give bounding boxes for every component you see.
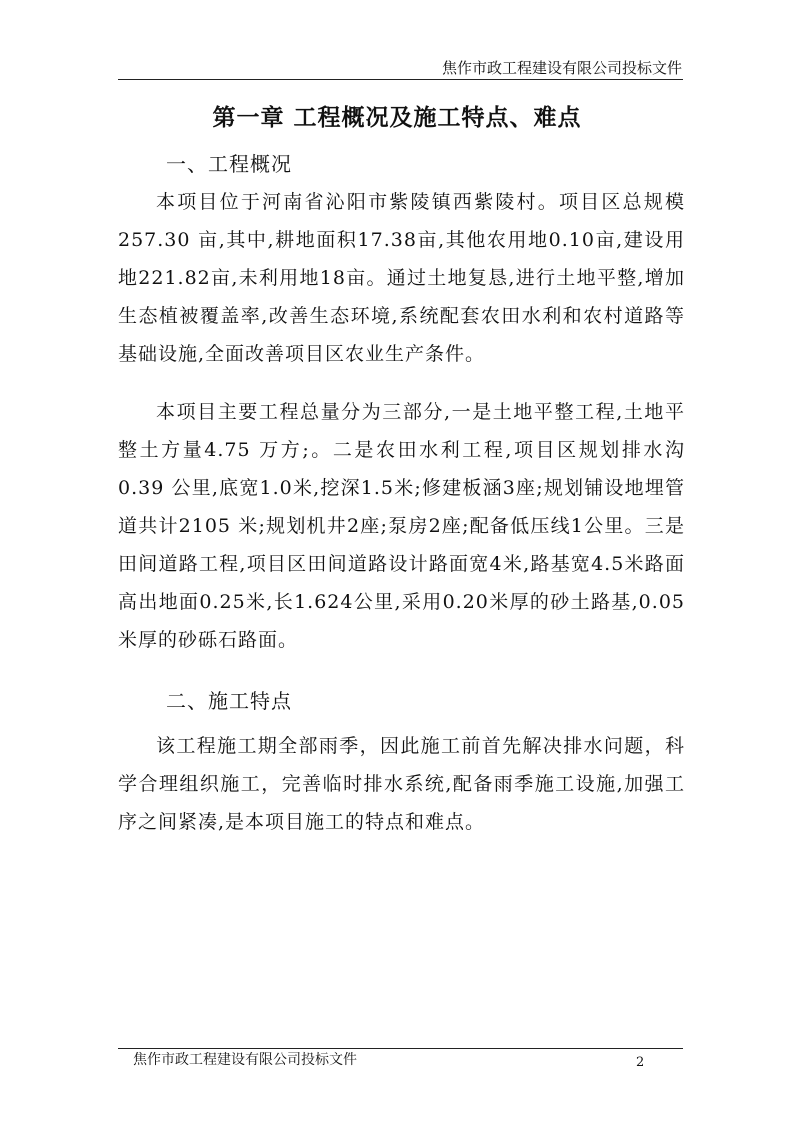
paragraph-project-quantities: 本项目主要工程总量分为三部分,一是土地平整工程,土地平整土方量4.75 万方;。二是农田水利工程,项目区规划排水沟0.39 公里,底宽1.0米,挖深1.5米;修建板涵3座;规划铺设地埋管道共计2105 米;规划机井2座;泵房2座;配备低压线1公里。三是田间道路工程,项目区田间道路设计路面宽4米,路基宽4.5米路面高出地面0.25米,长1.624公里,采用0.20米厚的砂土路基,0.05米厚的砂砾石路面。 bbox=[118, 401, 685, 651]
paragraph-project-location: 本项目位于河南省沁阳市紫陵镇西紫陵村。项目区总规模257.30 亩,其中,耕地面积17.38亩,其他农用地0.10亩,建设用地221.82亩,未利用地18亩。通过土地复恳,进行土地平整,增加生态植被覆盖率,改善生态环境,系统配套农田水利和农村道路等基础设施,全面改善项目区农业生产条件。 bbox=[118, 191, 685, 365]
page-number: 2 bbox=[636, 1055, 645, 1070]
section-heading-construction-features: 二、施工特点 bbox=[166, 689, 292, 713]
paragraph-construction-features: 该工程施工期全部雨季，因此施工前首先解决排水问题，科学合理组织施工，完善临时排水系统,配备雨季施工设施,加强工序之间紧凑,是本项目施工的特点和难点。 bbox=[118, 735, 685, 833]
page-footer: 焦作市政工程建设有限公司投标文件 bbox=[133, 1052, 357, 1068]
section-heading-overview: 一、工程概况 bbox=[166, 152, 292, 176]
page-header: 焦作市政工程建设有限公司投标文件 bbox=[441, 59, 682, 77]
header-divider bbox=[118, 79, 683, 80]
chapter-title: 第一章 工程概况及施工特点、难点 bbox=[212, 104, 582, 131]
